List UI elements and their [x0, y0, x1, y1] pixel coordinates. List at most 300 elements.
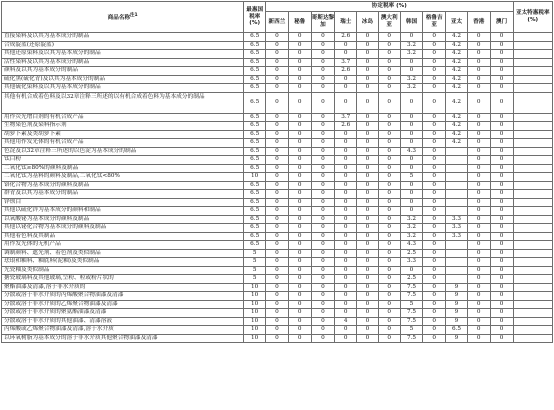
agreement-rate-cell: 0 [266, 67, 289, 76]
agreement-rate-cell: 0 [266, 249, 289, 258]
agreement-rate-cell: 4.2 [446, 92, 468, 113]
agreement-rate-cell: 0 [423, 181, 446, 190]
mfn-rate-cell: 5 [244, 275, 266, 284]
agreement-rate-cell: 3.7 [335, 58, 357, 67]
agreement-rate-cell: 7.5 [400, 309, 423, 318]
agreement-rate-cell: 0 [378, 67, 400, 76]
agreement-rate-cell: 0 [335, 198, 357, 207]
table-row [2, 139, 553, 148]
agreement-rate-cell: 3.2 [400, 224, 423, 233]
agreement-rate-cell: 0 [335, 84, 357, 93]
agreement-rate-cell: 0 [378, 283, 400, 292]
product-name-cell: 搪瓷玻璃料及其他玻璃,呈粉、粒或粉片状的 [2, 275, 244, 284]
agreement-rate-cell: 0 [400, 33, 423, 42]
agreement-rate-cell: 0 [266, 122, 289, 131]
agreement-rate-cell: 0 [311, 130, 335, 139]
agreement-rate-cell: 0 [490, 215, 513, 224]
country-header: 哥斯达黎加 [311, 12, 335, 33]
country-header: 亚太 [446, 12, 468, 33]
agreement-rate-cell: 0 [288, 283, 311, 292]
agreement-rate-cell: 2.6 [335, 122, 357, 131]
agreement-rate-cell: 0 [357, 190, 379, 199]
table-row [2, 198, 553, 207]
agreement-rate-cell: 0 [266, 241, 289, 250]
agreement-rate-cell: 0 [311, 181, 335, 190]
agreement-rate-cell: 0 [467, 122, 490, 131]
agreement-rate-cell: 0 [266, 181, 289, 190]
product-name-cell: 其他用作发光体的有机合成产品 [2, 139, 244, 148]
agreement-rate-cell: 3.2 [400, 50, 423, 59]
agreement-rate-cell: 4.3 [400, 147, 423, 156]
agreement-rate-cell: 3.3 [400, 258, 423, 267]
agreement-rate-cell: 3.2 [400, 75, 423, 84]
mfn-rate-cell: 6.5 [244, 198, 266, 207]
table-row [2, 300, 553, 309]
product-name-cell: 二氧化钛≥80%的颜料及制品 [2, 164, 244, 173]
agreement-rate-cell: 0 [266, 113, 289, 122]
agreement-rate-cell: 0 [288, 317, 311, 326]
agreement-rate-cell: 5 [400, 300, 423, 309]
apta-rate-cell [513, 181, 552, 190]
agreement-rate-cell: 0 [467, 292, 490, 301]
agreement-rate-cell: 0 [490, 147, 513, 156]
table-row [2, 292, 553, 301]
table-row [2, 164, 553, 173]
agreement-rate-cell: 0 [467, 317, 490, 326]
agreement-rate-cell: 0 [266, 258, 289, 267]
agreement-rate-cell: 0 [357, 130, 379, 139]
agreement-rate-cell: 0 [288, 67, 311, 76]
agreement-rate-cell: 0 [266, 232, 289, 241]
agreement-rate-cell: 0 [490, 283, 513, 292]
product-name-cell: 调制颜料、遮光剂、着色剂及类似制品 [2, 249, 244, 258]
mfn-rate-cell: 10 [244, 317, 266, 326]
apta-rate-cell [513, 300, 552, 309]
table-row [2, 258, 553, 267]
agreement-rate-cell [446, 164, 468, 173]
apta-rate-header: 亚太特惠税率(%) [513, 2, 552, 33]
agreement-rate-cell: 0 [311, 41, 335, 50]
agreement-rate-cell: 0 [288, 232, 311, 241]
agreement-rate-cell: 0 [378, 156, 400, 165]
agreement-rate-cell: 0 [423, 292, 446, 301]
table-row [2, 156, 553, 165]
agreement-rate-cell: 0 [490, 224, 513, 233]
product-name-cell: 丙烯酸或乙烯聚合物油漆及清漆,溶于水介质 [2, 326, 244, 335]
mfn-rate-cell: 6.5 [244, 241, 266, 250]
agreement-rate-cell: 0 [400, 266, 423, 275]
agreement-rate-cell: 0 [311, 266, 335, 275]
mfn-rate-cell: 6.5 [244, 75, 266, 84]
agreement-rate-cell: 0 [311, 147, 335, 156]
country-header: 格鲁吉亚 [423, 12, 446, 33]
agreement-rate-cell: 0 [490, 92, 513, 113]
agreement-rate-cell: 0 [266, 75, 289, 84]
agreement-rate-cell: 0 [335, 207, 357, 216]
country-header: 澳门 [490, 12, 513, 33]
mfn-rate-cell: 5 [244, 249, 266, 258]
agreement-rate-cell: 4.2 [446, 113, 468, 122]
product-name-cell: 其他还原染料及以其为基本成分的制品 [2, 50, 244, 59]
agreement-rate-cell: 0 [467, 300, 490, 309]
agreement-rate-cell [446, 207, 468, 216]
agreement-rate-cell: 0 [378, 75, 400, 84]
agreement-rate-cell: 0 [288, 130, 311, 139]
agreement-rate-cell: 0 [490, 198, 513, 207]
agreement-rate-cell: 3.2 [400, 84, 423, 93]
product-name-cell: 色淀及以32章注释三所述的以色淀为基本成分的制品 [2, 147, 244, 156]
agreement-rate-cell: 0 [378, 241, 400, 250]
agreement-rate-cell: 0 [423, 232, 446, 241]
agreement-rate-cell: 0 [378, 84, 400, 93]
product-name-cell: 颜料及以其为基本成分的制品 [2, 67, 244, 76]
agreement-rate-cell: 0 [467, 113, 490, 122]
agreement-rate-cell: 0 [467, 258, 490, 267]
agreement-rate-cell: 0 [335, 147, 357, 156]
agreement-rate-cell: 0 [288, 84, 311, 93]
country-header: 新西兰 [266, 12, 289, 33]
table-row [2, 232, 553, 241]
mfn-rate-cell: 5 [244, 258, 266, 267]
agreement-rate-cell: 0 [490, 300, 513, 309]
agreement-rate-cell: 0 [357, 326, 379, 335]
agreement-rate-cell: 0 [423, 164, 446, 173]
product-name-cell: 活性染料及以其为基本成分的制品 [2, 58, 244, 67]
apta-rate-cell [513, 207, 552, 216]
agreement-rate-cell: 0 [335, 275, 357, 284]
agreement-rate-cell: 0 [423, 173, 446, 182]
agreement-rate-cell: 0 [378, 92, 400, 113]
mfn-rate-cell: 10 [244, 334, 266, 343]
country-header: 澳大利亚 [378, 12, 400, 33]
agreement-rate-cell: 0 [423, 156, 446, 165]
agreement-rate-cell: 0 [467, 232, 490, 241]
agreement-rate-cell: 0 [311, 334, 335, 343]
agreement-rate-cell: 2.5 [400, 275, 423, 284]
agreement-rate-cell: 0 [490, 317, 513, 326]
agreement-rate-cell: 0 [423, 309, 446, 318]
agreement-rate-cell: 0 [467, 84, 490, 93]
agreement-rate-cell: 0 [423, 334, 446, 343]
agreement-rate-cell: 0 [311, 33, 335, 42]
agreement-rate-cell: 0 [288, 156, 311, 165]
agreement-rate-cell: 4.2 [446, 33, 468, 42]
country-header: 瑞士 [335, 12, 357, 33]
agreement-rate-cell: 0 [467, 190, 490, 199]
agreement-rate-cell: 0 [490, 309, 513, 318]
mfn-rate-cell: 10 [244, 292, 266, 301]
agreement-rate-cell: 0 [357, 334, 379, 343]
agreement-rate-cell: 0 [266, 266, 289, 275]
agreement-rate-cell: 0 [311, 258, 335, 267]
agreement-rate-cell: 0 [423, 130, 446, 139]
agreement-rate-cell: 0 [335, 164, 357, 173]
agreement-rate-cell: 0 [288, 92, 311, 113]
agreement-rate-cell: 0 [311, 50, 335, 59]
agreement-rate-cell: 0 [288, 215, 311, 224]
agreement-rate-cell: 0 [311, 215, 335, 224]
agreement-rate-cell: 0 [335, 139, 357, 148]
agreement-rate-cell: 0 [311, 232, 335, 241]
product-name-cell: 用作荧光增白剂的有机合成产品 [2, 113, 244, 122]
table-row [2, 266, 553, 275]
agreement-rate-cell: 0 [288, 190, 311, 199]
table-row [2, 50, 553, 59]
agreement-rate-cell: 0 [357, 300, 379, 309]
agreement-rate-cell: 0 [311, 249, 335, 258]
agreement-rate-cell: 0 [357, 258, 379, 267]
agreement-rate-cell: 0 [467, 156, 490, 165]
apta-rate-cell [513, 309, 552, 318]
apta-rate-cell [513, 241, 552, 250]
mfn-rate-cell: 10 [244, 283, 266, 292]
product-name-cell: 以环氧树脂为基本成分的溶于非水介质其他聚合物油漆及清漆 [2, 334, 244, 343]
agreement-rate-cell: 0 [378, 173, 400, 182]
agreement-rate-cell: 3.2 [400, 41, 423, 50]
agreement-rate-cell: 0 [335, 249, 357, 258]
agreement-rate-cell: 0 [357, 75, 379, 84]
agreement-rate-cell: 3.2 [400, 215, 423, 224]
agreement-rate-cell: 0 [378, 258, 400, 267]
agreement-rate-cell: 0 [311, 224, 335, 233]
apta-rate-cell [513, 156, 552, 165]
agreement-rate-cell: 0 [423, 283, 446, 292]
agreement-rate-cell [446, 241, 468, 250]
agreement-rate-cell: 0 [378, 190, 400, 199]
apta-rate-cell [513, 84, 552, 93]
agreement-rate-cell: 0 [490, 122, 513, 131]
agreement-rate-cell: 0 [400, 67, 423, 76]
agreement-rate-cell: 0 [311, 164, 335, 173]
agreement-rate-cell: 0 [357, 224, 379, 233]
agreement-rate-cell: 3.3 [446, 215, 468, 224]
mfn-rate-cell: 6.5 [244, 147, 266, 156]
agreement-rate-cell: 0 [288, 300, 311, 309]
agreement-rate-cell: 0 [490, 164, 513, 173]
agreement-rate-cell: 0 [378, 334, 400, 343]
agreement-rate-cell: 0 [467, 224, 490, 233]
agreement-rate-cell: 0 [400, 190, 423, 199]
agreement-rate-cell: 0 [266, 326, 289, 335]
agreement-rate-cell: 0 [357, 147, 379, 156]
agreement-rate-cell: 0 [467, 33, 490, 42]
product-name-cell: 其他以铋化合物为基本成分的颜料及制品 [2, 224, 244, 233]
table-row [2, 249, 553, 258]
agreement-rate-cell: 0 [490, 275, 513, 284]
agreement-rate-cell: 0 [378, 300, 400, 309]
table-row [2, 147, 553, 156]
apta-rate-cell [513, 122, 552, 131]
agreement-rate-cell [446, 181, 468, 190]
agreement-rate-cell: 0 [467, 326, 490, 335]
agreement-rate-header: 协定税率 (%) [266, 2, 513, 12]
agreement-rate-cell: 7.5 [400, 334, 423, 343]
agreement-rate-cell: 0 [423, 317, 446, 326]
table-row [2, 75, 553, 84]
product-name-cell: 分散或溶于非水介质的乙烯聚合物油漆及清漆 [2, 300, 244, 309]
agreement-rate-cell: 0 [378, 113, 400, 122]
agreement-rate-cell: 0 [423, 84, 446, 93]
agreement-rate-cell: 0 [357, 317, 379, 326]
agreement-rate-cell: 0 [378, 249, 400, 258]
product-name-cell: 分散或溶于非水介质的丙烯酸聚合物油漆及清漆 [2, 292, 244, 301]
apta-rate-cell [513, 75, 552, 84]
apta-rate-cell [513, 224, 552, 233]
product-name-cell: 分散或溶于非水介质的其他油漆、清漆溶液 [2, 317, 244, 326]
agreement-rate-cell: 0 [357, 41, 379, 50]
agreement-rate-cell: 0 [357, 50, 379, 59]
agreement-rate-cell: 0 [400, 92, 423, 113]
table-row [2, 113, 553, 122]
agreement-rate-cell: 0 [266, 224, 289, 233]
agreement-rate-cell: 0 [335, 266, 357, 275]
agreement-rate-cell: 0 [288, 198, 311, 207]
agreement-rate-cell: 0 [266, 147, 289, 156]
agreement-rate-cell: 0 [288, 249, 311, 258]
agreement-rate-cell: 0 [400, 207, 423, 216]
product-name-note: 注1 [130, 12, 138, 18]
apta-rate-cell [513, 33, 552, 42]
agreement-rate-cell: 0 [467, 207, 490, 216]
agreement-rate-cell: 0 [400, 130, 423, 139]
agreement-rate-cell: 0 [266, 156, 289, 165]
agreement-rate-cell: 5 [400, 173, 423, 182]
agreement-rate-cell: 0 [357, 173, 379, 182]
agreement-rate-cell: 0 [423, 92, 446, 113]
agreement-rate-cell: 3.3 [446, 224, 468, 233]
agreement-rate-cell: 0 [490, 50, 513, 59]
agreement-rate-cell: 0 [467, 50, 490, 59]
country-header: 秘鲁 [288, 12, 311, 33]
agreement-rate-cell: 0 [423, 275, 446, 284]
agreement-rate-cell: 0 [335, 326, 357, 335]
agreement-rate-cell: 0 [423, 300, 446, 309]
agreement-rate-cell: 0 [423, 113, 446, 122]
agreement-rate-cell [446, 266, 468, 275]
agreement-rate-cell: 0 [378, 232, 400, 241]
agreement-rate-cell: 0 [288, 241, 311, 250]
agreement-rate-cell: 0 [378, 147, 400, 156]
agreement-rate-cell: 0 [357, 84, 379, 93]
agreement-rate-cell: 0 [378, 198, 400, 207]
product-name-cell: 合成靛蓝(还原靛蓝) [2, 41, 244, 50]
mfn-rate-header: 最惠国税率(%) [244, 2, 266, 33]
agreement-rate-cell: 0 [378, 33, 400, 42]
agreement-rate-cell: 0 [423, 33, 446, 42]
agreement-rate-cell: 0 [378, 224, 400, 233]
agreement-rate-cell: 0 [288, 113, 311, 122]
agreement-rate-cell: 0 [423, 122, 446, 131]
agreement-rate-cell: 0 [467, 283, 490, 292]
agreement-rate-cell: 0 [467, 130, 490, 139]
agreement-rate-cell: 4.2 [446, 41, 468, 50]
agreement-rate-cell: 0 [357, 33, 379, 42]
agreement-rate-cell: 0 [378, 215, 400, 224]
agreement-rate-cell: 0 [266, 207, 289, 216]
apta-rate-cell [513, 275, 552, 284]
country-header: 冰岛 [357, 12, 379, 33]
product-name-cell: 直接染料及以其为基本成分的制品 [2, 33, 244, 42]
agreement-rate-cell: 4.2 [446, 84, 468, 93]
agreement-rate-cell: 0 [335, 334, 357, 343]
country-header: 韩国 [400, 12, 423, 33]
agreement-rate-cell: 0 [288, 275, 311, 284]
apta-rate-cell [513, 173, 552, 182]
agreement-rate-cell: 0 [357, 58, 379, 67]
agreement-rate-cell: 4 [335, 317, 357, 326]
agreement-rate-cell: 0 [288, 139, 311, 148]
agreement-rate-cell: 0 [400, 122, 423, 131]
agreement-rate-cell: 0 [400, 58, 423, 67]
apta-rate-cell [513, 164, 552, 173]
agreement-rate-cell: 0 [423, 249, 446, 258]
agreement-rate-cell: 0 [378, 58, 400, 67]
agreement-rate-cell: 0 [467, 215, 490, 224]
agreement-rate-cell: 0 [400, 198, 423, 207]
product-name-cell: 铬化合物为基本成分的颜料及制品 [2, 181, 244, 190]
product-name-cell: 胡萝卜素及类胡萝卜素 [2, 130, 244, 139]
agreement-rate-cell: 0 [423, 258, 446, 267]
agreement-rate-cell: 0 [311, 207, 335, 216]
apta-rate-cell [513, 130, 552, 139]
agreement-rate-cell: 0 [357, 309, 379, 318]
agreement-rate-cell: 0 [357, 92, 379, 113]
agreement-rate-cell: 0 [357, 249, 379, 258]
agreement-rate-cell: 0 [400, 156, 423, 165]
agreement-rate-cell: 7.5 [400, 283, 423, 292]
agreement-rate-cell: 0 [288, 122, 311, 131]
agreement-rate-cell: 0 [423, 207, 446, 216]
agreement-rate-cell: 0 [288, 164, 311, 173]
agreement-rate-cell: 0 [357, 207, 379, 216]
agreement-rate-cell: 9 [446, 283, 468, 292]
agreement-rate-cell: 0 [288, 58, 311, 67]
mfn-rate-cell: 6.5 [244, 215, 266, 224]
agreement-rate-cell: 0 [266, 58, 289, 67]
agreement-rate-cell: 0 [357, 113, 379, 122]
agreement-rate-cell: 0 [288, 266, 311, 275]
agreement-rate-cell: 0 [490, 84, 513, 93]
apta-rate-cell [513, 198, 552, 207]
agreement-rate-cell: 0 [467, 75, 490, 84]
agreement-rate-cell: 0 [288, 50, 311, 59]
agreement-rate-cell: 0 [357, 283, 379, 292]
agreement-rate-cell: 0 [288, 326, 311, 335]
agreement-rate-cell: 0 [311, 190, 335, 199]
agreement-rate-cell: 0 [490, 113, 513, 122]
agreement-rate-cell: 0 [467, 67, 490, 76]
agreement-rate-cell: 0 [288, 292, 311, 301]
apta-rate-cell [513, 147, 552, 156]
agreement-rate-cell: 0 [467, 173, 490, 182]
agreement-rate-cell: 0 [266, 84, 289, 93]
product-name-cell: 生物染色剂及染料指示剂 [2, 122, 244, 131]
product-name-cell: 钛白粉 [2, 156, 244, 165]
mfn-rate-cell: 6.5 [244, 92, 266, 113]
mfn-rate-cell: 6.5 [244, 50, 266, 59]
agreement-rate-cell: 4.2 [446, 50, 468, 59]
table-row [2, 283, 553, 292]
mfn-rate-cell: 6.5 [244, 207, 266, 216]
agreement-rate-cell [446, 190, 468, 199]
agreement-rate-cell: 9 [446, 309, 468, 318]
table-row [2, 173, 553, 182]
agreement-rate-cell: 0 [490, 139, 513, 148]
agreement-rate-cell: 0 [335, 224, 357, 233]
agreement-rate-cell: 0 [311, 173, 335, 182]
product-name-cell: 用作发光体的无机产品 [2, 241, 244, 250]
agreement-rate-cell: 0 [467, 181, 490, 190]
